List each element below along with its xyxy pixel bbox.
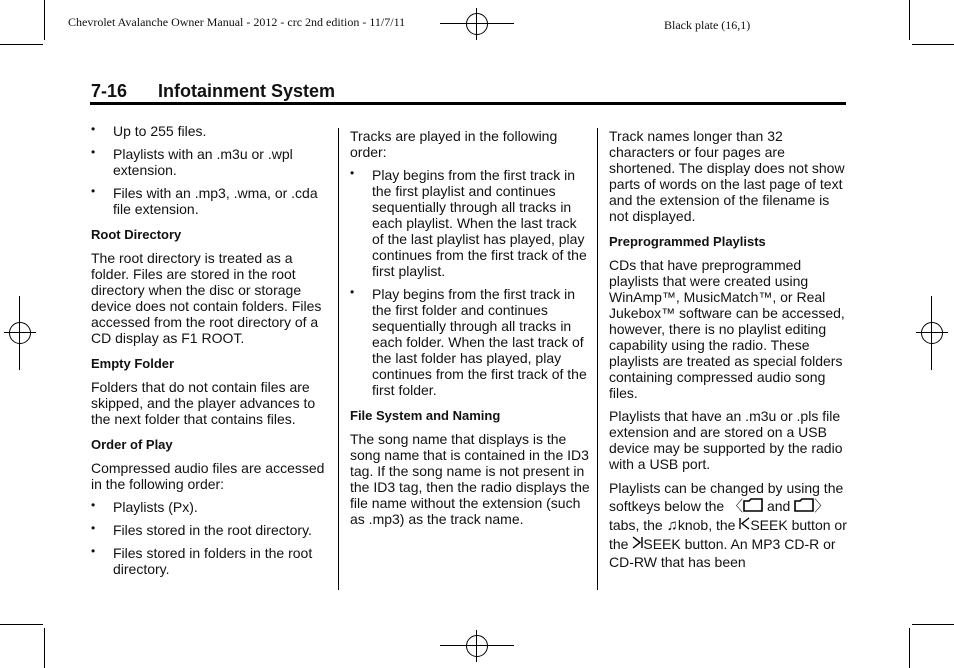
paragraph: Compressed audio files are accessed in the following order: <box>91 460 325 492</box>
registration-mark-icon <box>4 317 36 349</box>
crop-mark <box>0 44 43 45</box>
column-1 <box>91 123 331 584</box>
tab-icon <box>794 498 814 512</box>
list-item: • Playlists (Px). <box>91 498 198 515</box>
list-item: • Playlists with an .m3u or .wpl extension. <box>91 145 293 178</box>
column-2 <box>350 128 590 534</box>
music-note-icon: ♫ <box>666 517 678 534</box>
page-number: 7-16 <box>91 81 128 101</box>
list-item: • Files stored in folders in the root directory. <box>91 544 313 577</box>
list-item: • Play begins from the first track in the first folder and continues sequentially through all tracks in each folder. When the last track of the last folder has played, play continues from the first track of the first folder. <box>350 285 587 398</box>
format-list <box>91 123 331 217</box>
section-heading: Order of Play <box>91 437 173 452</box>
paragraph: Tracks are played in the following order: <box>350 128 558 160</box>
section-heading: File System and Naming <box>350 408 501 423</box>
registration-mark-icon <box>916 317 948 349</box>
crop-mark <box>909 628 910 668</box>
list-item: • Up to 255 files. <box>91 122 207 139</box>
crop-mark <box>19 296 20 370</box>
manual-header: Chevrolet Avalanche Owner Manual - 2012 - crc 2nd edition - 11/7/11 <box>68 15 406 29</box>
registration-mark-icon <box>461 8 493 40</box>
column-divider <box>338 128 339 590</box>
section-heading: Preprogrammed Playlists <box>609 234 766 249</box>
crop-mark <box>44 628 45 668</box>
crop-mark <box>44 0 45 40</box>
list-item: • Files with an .mp3, .wma, or .cda file extension. <box>91 184 318 217</box>
crop-mark <box>440 23 514 24</box>
chapter-title: Infotainment System <box>158 81 336 101</box>
section-heading: Empty Folder <box>91 356 175 371</box>
registration-mark-icon <box>461 630 493 662</box>
column-3 <box>609 128 849 578</box>
crop-mark <box>912 624 954 625</box>
column-divider <box>597 128 598 590</box>
seek-forward-icon <box>632 536 643 549</box>
crop-mark <box>0 624 43 625</box>
plate-label: Black plate (16,1) <box>664 18 751 32</box>
order-list <box>91 499 331 577</box>
crop-mark <box>931 296 932 370</box>
right-arrow-icon: 〉 <box>814 498 830 515</box>
paragraph-with-icons: Playlists can be changed by using the softkeys below the 〈 and 〉 tabs, the ♫knob, the SEEK button or the SEEK button. An MP3 CD-R or CD-RW that has been <box>609 480 847 570</box>
heading-rule <box>90 102 846 105</box>
crop-mark <box>912 44 954 45</box>
list-item: • Play begins from the first track in the first playlist and continues sequentially through all tracks in each playlist. When the last track of the last playlist has played, play continues from the first track of the first playlist. <box>350 166 587 279</box>
section-heading: Root Directory <box>91 227 182 242</box>
paragraph: The song name that displays is the song name that is contained in the ID3 tag. If the song name is not present in the ID3 tag, then the radio displays the file name without the extension (such as .mp3) as the track name. <box>350 431 590 527</box>
crop-mark <box>909 0 910 40</box>
paragraph: Track names longer than 32 characters or four pages are shortened. The display does not show parts of words on the last page of text and the extension of the filename is not displayed. <box>609 128 845 224</box>
tab-icon <box>743 498 763 512</box>
paragraph: Folders that do not contain files are skipped, and the player advances to the next folder that contains files. <box>91 379 316 427</box>
paragraph: The root directory is treated as a folder. Files are stored in the root directory when the disc or storage device does not contain folders. Files accessed from the root directory of a CD display as F1 ROOT. <box>91 250 322 346</box>
seek-back-icon <box>739 517 750 530</box>
play-order-list <box>350 167 590 398</box>
left-arrow-icon: 〈 <box>728 498 744 515</box>
paragraph: CDs that have preprogrammed playlists that were created using WinAmp™, MusicMatch™, or Real Jukebox™ software can be accessed, however, there is no playlist editing capability using the radio. These playlists are treated as special folders containing compressed audio song files. <box>609 257 845 401</box>
list-item: • Files stored in the root directory. <box>91 521 312 538</box>
crop-mark <box>440 645 514 646</box>
paragraph: Playlists that have an .m3u or .pls file extension and are stored on a USB device may be supported by the radio with a USB port. <box>609 408 843 472</box>
